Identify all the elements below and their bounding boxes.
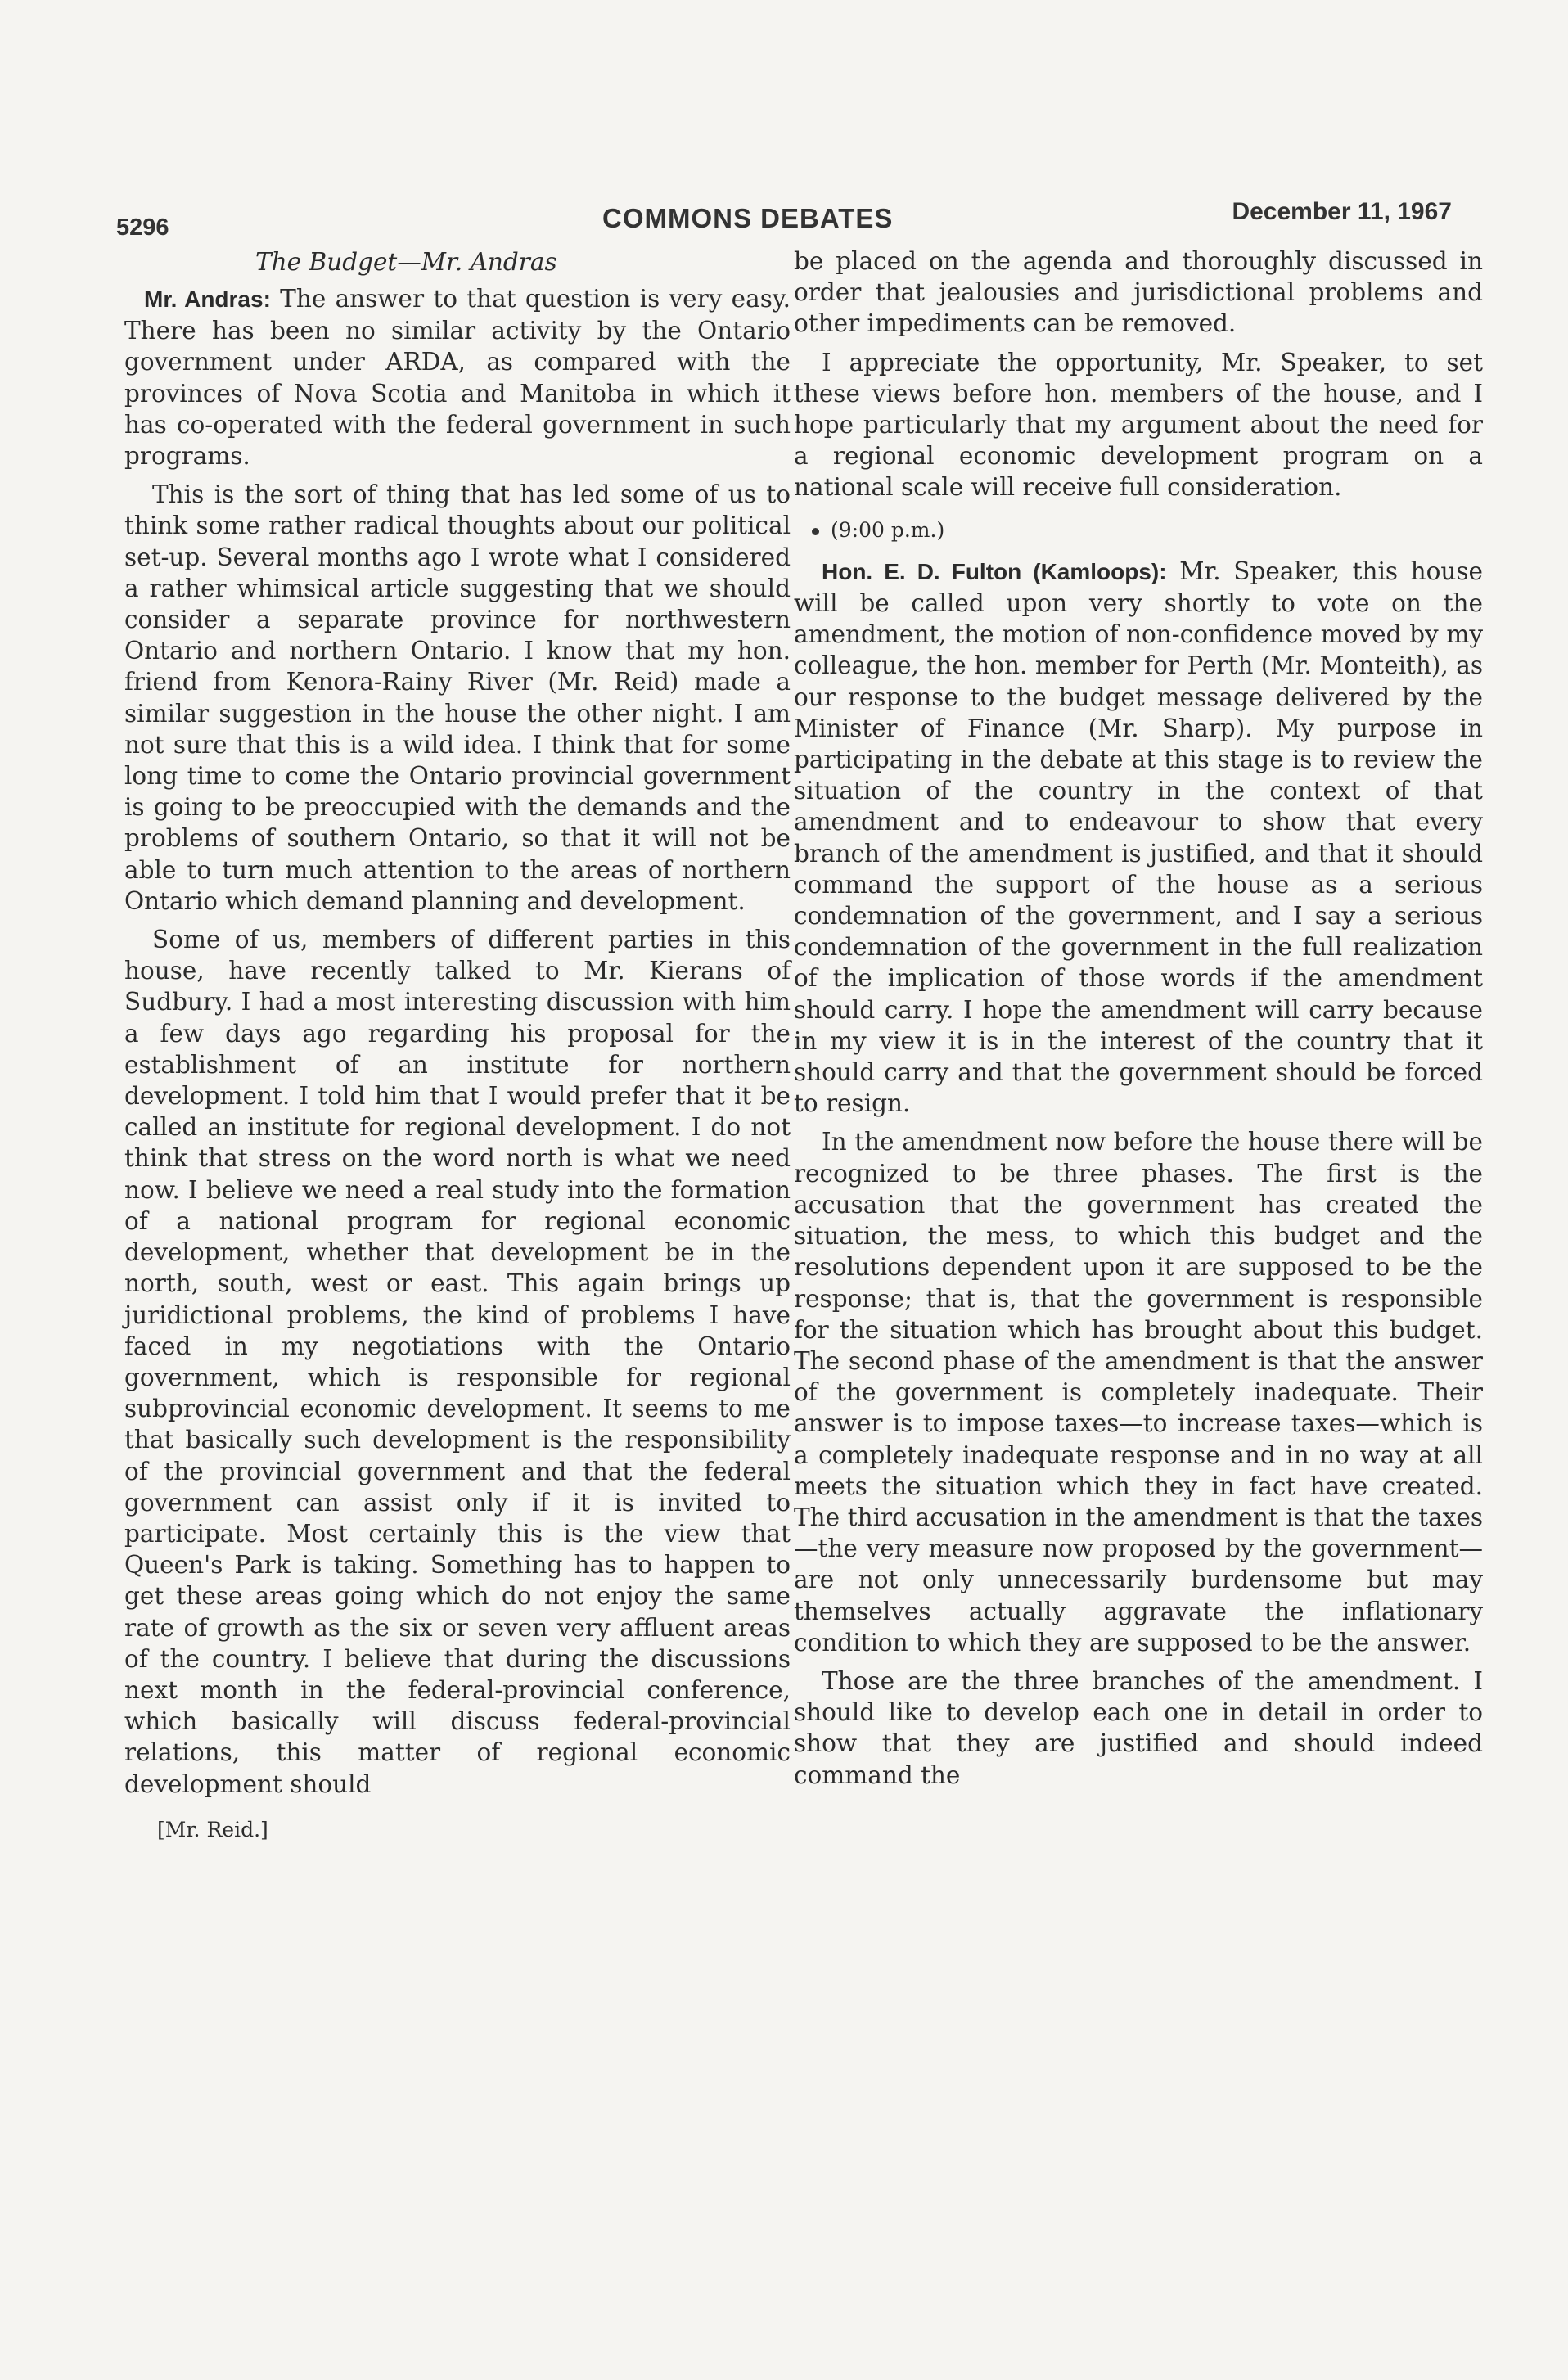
- bullet-icon: [812, 528, 819, 535]
- time-marker-text: (9:00 p.m.): [831, 517, 945, 542]
- paragraph-agenda: be placed on the agenda and thoroughly discussed in order that jealousies and jurisdictional problems and other impediments can be removed.: [794, 247, 1483, 338]
- paragraph-text: The answer to that question is very easy. There has been no similar activity by the Ontario government under ARDA, as compared with the provinces of Nova Scotia and Manitoba in which it has co-operated with the federal government in such programs.: [124, 285, 791, 471]
- paragraph-radical-thoughts: This is the sort of thing that has led some of us to think some rather radical thoughts about our political set-up. Several months ago I wrote what I considered a rather whimsical article suggesting that we should consider a separate province for northwestern Ontario and northern Ontario. I know that my hon. friend from Kenora-Rainy River (Mr. Reid) made a similar suggestion in the house the other night. I am not sure that this is a wild idea. I think that for some long time to come the Ontario provincial government is going to be preoccupied with the demands and the problems of southern Ontario, so that it will not be able to turn much attention to the areas of northern Ontario which demand planning and development.: [124, 480, 791, 915]
- paragraph-andras-answer: [124, 283, 791, 471]
- right-column: [794, 246, 1483, 1798]
- speaker-name: Mr. Andras:: [144, 286, 271, 312]
- page-header: [116, 198, 1452, 239]
- paragraph-regional-development: Some of us, members of different parties in this house, have recently talked to Mr. Kierans of Sudbury. I had a most interesting discussion with him a few days ago regarding his proposal for the establishment of an institute for northern development. I told him that I would prefer that it be called an institute for regional development. I do not think that stress on the word north is what we need now. I believe we need a real study into the formation of a national program for regional economic development, whether that development be in the north, south, west or east. This again brings up juridictional problems, the kind of problems I have faced in my negotiations with the Ontario government, which is responsible for regional subprovincial economic development. It seems to me that basically such development is the responsibility of the provincial government and that the federal government can assist only if it is invited to participate. Most certainly this is the view that Queen's Park is taking. Something has to happen to get these areas going which do not enjoy the same rate of growth as the six or seven very affluent areas of the country. I believe that during the discussions next month in the federal-provincial conference, which basically will discuss federal-provincial relations, this matter of regional economic development should: [124, 926, 791, 1798]
- paragraph-fulton: [794, 556, 1483, 1120]
- journal-title: COMMONS DEBATES: [602, 203, 894, 233]
- speaker-name: Hon. E. D. Fulton (Kamloops):: [822, 558, 1167, 584]
- paragraph-three-phases: In the amendment now before the house there will be recognized to be three phases. The first is the accusation that the government has created the situation, the mess, to which this budget and the resolutions dependent upon it are supposed to be the response; that is, that the government is responsible for the situation which has brought about this budget. The second phase of the amendment is that the answer of the government is completely inadequate. Their answer is to impose taxes—to increase taxes—which is a completely inadequate response and in no way at all meets the situation which they in fact have created. The third accusation in the amendment is that the taxes—the very measure now proposed by the government—are not only unnecessarily burdensome but may themselves actually aggravate the inflationary condition to which they are supposed to be the answer.: [794, 1128, 1483, 1657]
- footer-note: [Mr. Reid.]: [157, 1817, 268, 1841]
- page-date: December 11, 1967: [1232, 198, 1452, 225]
- time-marker: [812, 515, 1483, 546]
- left-column: [124, 246, 791, 1846]
- paragraph-appreciate: I appreciate the opportunity, Mr. Speaker, to set these views before hon. members of the house, and I hope particularly that my argument about the need for a regional economic development program on a national scale will receive full consideration.: [794, 348, 1483, 502]
- paragraph-text: Mr. Speaker, this house will be called upon very shortly to vote on the amendment, the motion of non-confidence moved by my colleague, the hon. member for Perth (Mr. Monteith), as our response to the budget message delivered by the Minister of Finance (Mr. Sharp). My purpose in participating in the debate at this stage is to review the situation of the country in the context of that amendment and to endeavour to show that every branch of the amendment is justified, and that it should command the support of the house as a serious condemnation of the government, and I say a serious condemnation of the government in the full realization of the implication of those words if the amendment should carry. I hope the amendment will carry because in my view it is in the interest of the country that it should carry and that the government should be forced to resign.: [794, 557, 1484, 1118]
- paragraph-three-branches: Those are the three branches of the amendment. I should like to develop each one in detail in order to show that they are justified and should indeed command the: [794, 1666, 1483, 1789]
- running-head: The Budget—Mr. Andras: [255, 248, 557, 276]
- page-number: 5296: [116, 214, 169, 241]
